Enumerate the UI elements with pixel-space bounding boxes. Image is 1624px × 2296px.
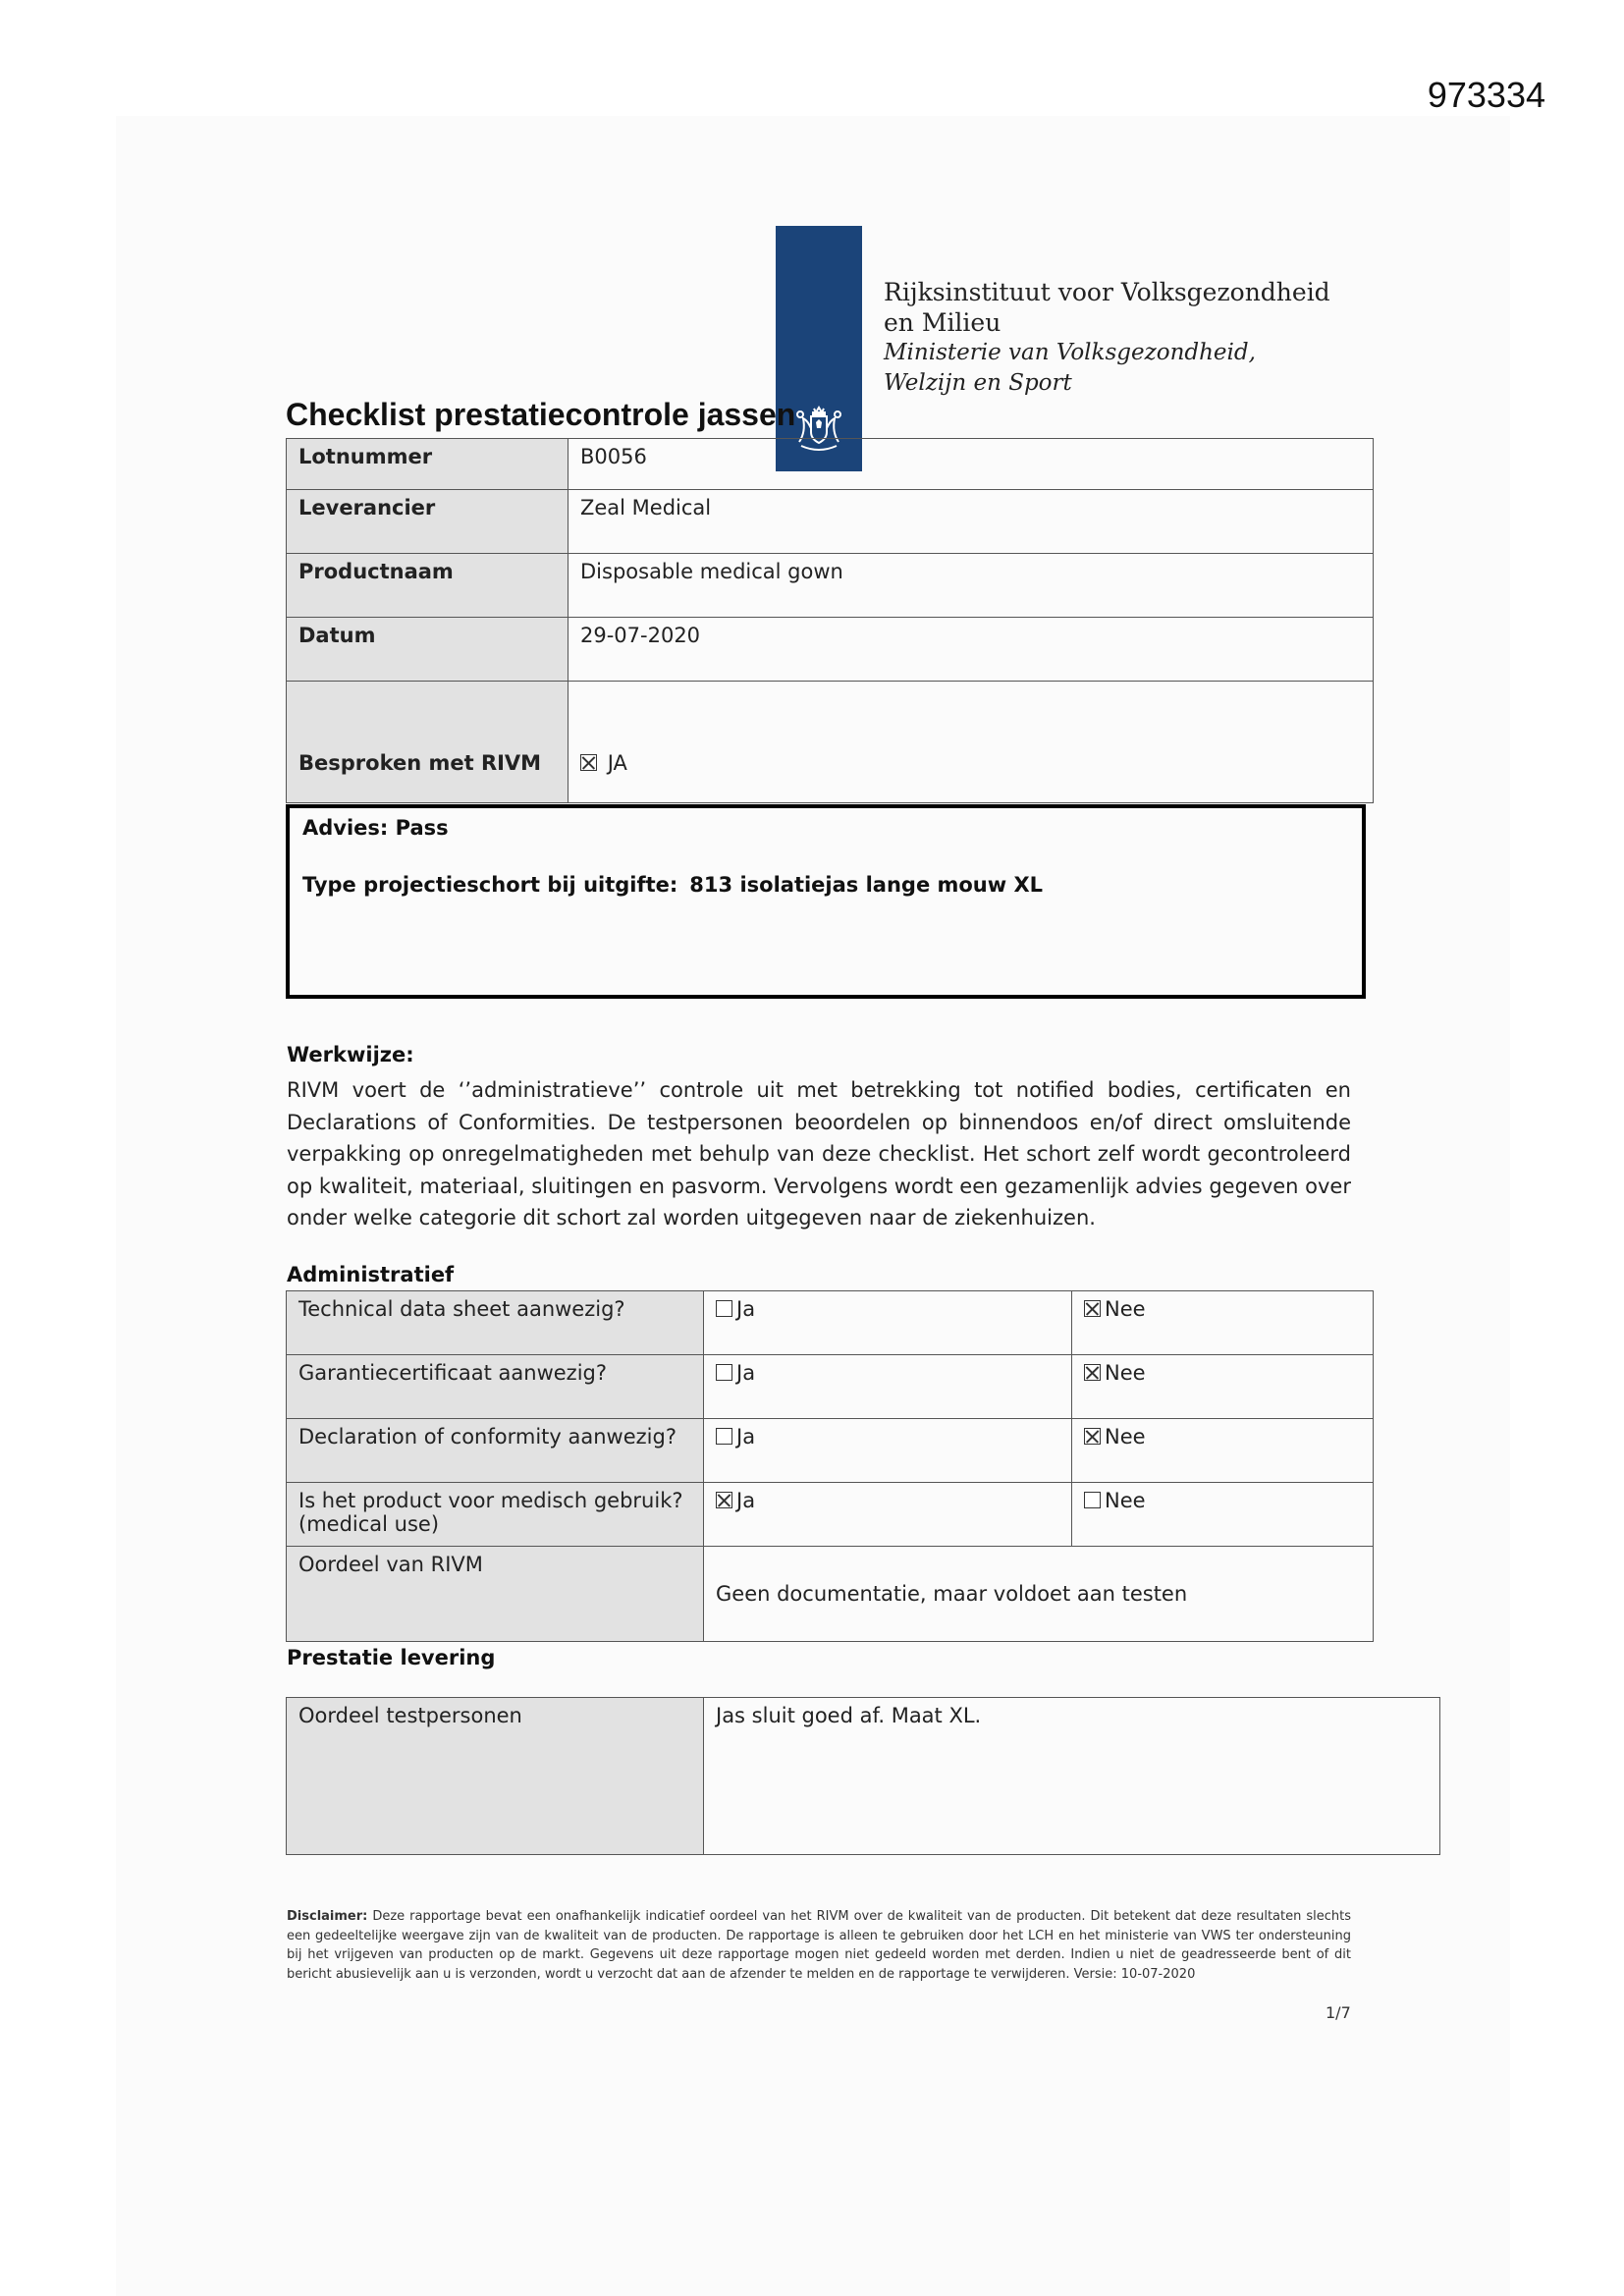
administratief-table bbox=[286, 1290, 1374, 1642]
question-label: Technical data sheet aanwezig? bbox=[287, 1291, 704, 1355]
disclaimer-label: Disclaimer: bbox=[287, 1909, 368, 1924]
checkbox-unchecked-icon[interactable] bbox=[716, 1364, 732, 1381]
ja-cell bbox=[704, 1291, 1072, 1355]
prestatie-table bbox=[286, 1697, 1440, 1855]
besproken-value-cell bbox=[568, 682, 1374, 803]
datum-label: Datum bbox=[287, 618, 568, 682]
table-row bbox=[287, 682, 1374, 803]
table-row bbox=[287, 1291, 1374, 1355]
ja-label: Ja bbox=[736, 1361, 756, 1385]
question-label: Garantiecertificaat aanwezig? bbox=[287, 1355, 704, 1419]
lotnummer-label: Lotnummer bbox=[287, 439, 568, 490]
page-number: 1/7 bbox=[1326, 2003, 1351, 2022]
checkbox-unchecked-icon[interactable] bbox=[716, 1300, 732, 1317]
ministry-line2: Welzijn en Sport bbox=[884, 370, 1072, 396]
organization-block bbox=[884, 277, 1330, 399]
info-table bbox=[286, 438, 1374, 803]
oordeel-rivm-value: Geen documentatie, maar voldoet aan testen bbox=[704, 1547, 1374, 1642]
werkwijze-heading: Werkwijze: bbox=[287, 1043, 414, 1066]
advies-type-value: 813 isolatiejas lange mouw XL bbox=[689, 873, 1044, 897]
document-id: 973334 bbox=[1427, 75, 1545, 115]
ja-label: Ja bbox=[736, 1297, 756, 1321]
logo-bar bbox=[776, 226, 862, 471]
besproken-label: Besproken met RIVM bbox=[287, 682, 568, 803]
table-row bbox=[287, 1419, 1374, 1483]
productnaam-label: Productnaam bbox=[287, 554, 568, 618]
datum-value: 29-07-2020 bbox=[568, 618, 1374, 682]
advies-type-row bbox=[302, 873, 1349, 897]
advies-type-label: Type projectieschort bij uitgifte: bbox=[302, 873, 678, 897]
ja-label: Ja bbox=[736, 1489, 756, 1512]
nee-cell bbox=[1072, 1483, 1374, 1547]
table-row bbox=[287, 1698, 1440, 1855]
question-label: Declaration of conformity aanwezig? bbox=[287, 1419, 704, 1483]
lotnummer-value: B0056 bbox=[568, 439, 1374, 490]
org-name-line2: en Milieu bbox=[884, 308, 1001, 337]
table-row bbox=[287, 1483, 1374, 1547]
checkbox-checked-icon[interactable] bbox=[716, 1492, 732, 1508]
checkbox-checked-icon[interactable] bbox=[580, 754, 597, 771]
leverancier-label: Leverancier bbox=[287, 490, 568, 554]
table-row bbox=[287, 1547, 1374, 1642]
oordeel-testpersonen-value: Jas sluit goed af. Maat XL. bbox=[704, 1698, 1440, 1855]
ja-cell bbox=[704, 1355, 1072, 1419]
checkbox-checked-icon[interactable] bbox=[1084, 1428, 1101, 1445]
werkwijze-text: RIVM voert de ‘’administratieve’’ controle uit met betrekking tot notified bodies, certificaten en Declarations of Conformities. De testpersonen beoordelen op binnendoos en/of direct omsluitende verpakking op onregelmatigheden met behulp van deze checklist. Het schort zelf wordt gecontroleerd op kwaliteit, materiaal, sluitingen en pasvorm. Vervolgens wordt een gezamenlijk advies gegeven over onder welke categorie dit schort zal worden uitgegeven naar de ziekenhuizen. bbox=[287, 1078, 1351, 1230]
nee-label: Nee bbox=[1105, 1489, 1146, 1512]
oordeel-rivm-label: Oordeel van RIVM bbox=[287, 1547, 704, 1642]
nee-label: Nee bbox=[1105, 1297, 1146, 1321]
table-row bbox=[287, 554, 1374, 618]
prestatie-heading: Prestatie levering bbox=[287, 1646, 496, 1669]
nee-label: Nee bbox=[1105, 1425, 1146, 1449]
ministry-line1: Ministerie van Volksgezondheid, bbox=[884, 340, 1256, 365]
oordeel-testpersonen-label: Oordeel testpersonen bbox=[287, 1698, 704, 1855]
ja-cell bbox=[704, 1483, 1072, 1547]
document-title: Checklist prestatiecontrole jassen bbox=[286, 397, 796, 432]
checkbox-checked-icon[interactable] bbox=[1084, 1364, 1101, 1381]
disclaimer bbox=[287, 1907, 1351, 1984]
checkbox-unchecked-icon[interactable] bbox=[1084, 1492, 1101, 1508]
disclaimer-text: Deze rapportage bevat een onafhankelijk indicatief oordeel van het RIVM over de kwaliteit van de producten. Dit betekent dat deze resultaten slechts een gedeeltelijke weergave zijn van de kwaliteit van de producten. De rapportage is alleen te gebruiken door het LCH en het ministerie van VWS ter ondersteuning bij het vrijgeven van producten op de markt. Gegevens uit deze rapportage mogen niet gedeeld worden met derden. Indien u niet de geadresseerde bent of dit bericht abusievelijk aan u is verzonden, wordt u verzocht dat aan de afzender te melden en de rapportage te verwijderen. Versie: 10-07-2020 bbox=[287, 1909, 1351, 1982]
checkbox-unchecked-icon[interactable] bbox=[716, 1428, 732, 1445]
question-label: Is het product voor medisch gebruik? (medical use) bbox=[287, 1483, 704, 1547]
leverancier-value: Zeal Medical bbox=[568, 490, 1374, 554]
ja-label: Ja bbox=[736, 1425, 756, 1449]
advies-label: Advies: Pass bbox=[302, 816, 449, 840]
advies-box bbox=[286, 804, 1366, 999]
productnaam-value: Disposable medical gown bbox=[568, 554, 1374, 618]
table-row bbox=[287, 439, 1374, 490]
nee-cell bbox=[1072, 1355, 1374, 1419]
administratief-heading: Administratief bbox=[287, 1263, 455, 1286]
nee-cell bbox=[1072, 1291, 1374, 1355]
ja-cell bbox=[704, 1419, 1072, 1483]
nee-label: Nee bbox=[1105, 1361, 1146, 1385]
nee-cell bbox=[1072, 1419, 1374, 1483]
besproken-value: JA bbox=[607, 751, 627, 775]
table-row bbox=[287, 490, 1374, 554]
table-row bbox=[287, 618, 1374, 682]
checkbox-checked-icon[interactable] bbox=[1084, 1300, 1101, 1317]
org-name-line1: Rijksinstituut voor Volksgezondheid bbox=[884, 278, 1330, 306]
table-row bbox=[287, 1355, 1374, 1419]
